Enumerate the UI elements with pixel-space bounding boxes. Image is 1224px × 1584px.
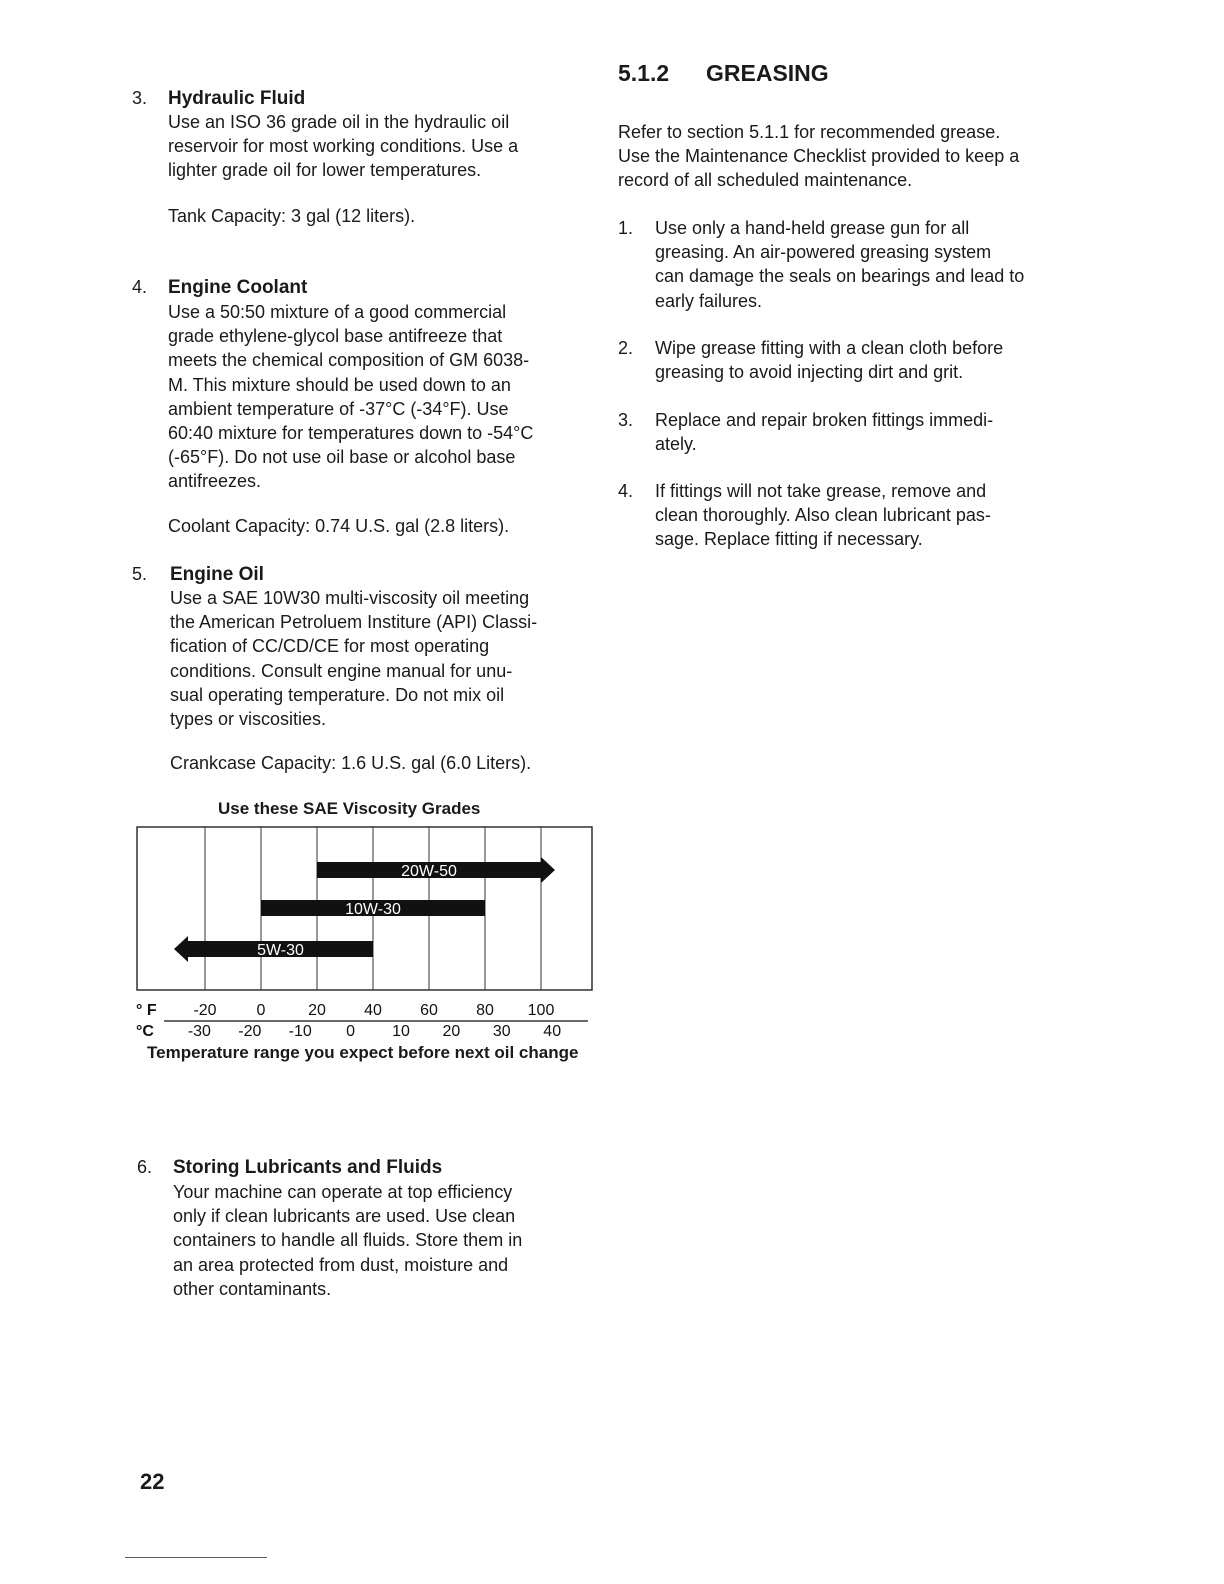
section-intro	[618, 120, 1068, 193]
capacity-text: Coolant Capacity: 0.74 U.S. gal (2.8 liters).	[168, 515, 510, 536]
page-number: 22	[140, 1469, 165, 1494]
item-number: 3.	[132, 88, 148, 108]
step-text	[655, 408, 1075, 456]
section-number: 5.1.2	[618, 60, 670, 86]
c-tick-label: -30	[187, 1023, 211, 1040]
c-tick-label: -10	[288, 1023, 312, 1040]
body-line: Use an ISO 36 grade oil in the hydraulic oil	[168, 112, 510, 132]
body-line: sual operating temperature. Do not mix oil	[170, 684, 505, 705]
c-tick-label: 20	[442, 1023, 461, 1040]
item-number: 5.	[132, 564, 148, 584]
intro-line: Refer to section 5.1.1 for recommended grease.	[618, 122, 1001, 142]
c-tick-label: 10	[392, 1023, 410, 1040]
f-tick-label: 20	[308, 1002, 326, 1019]
body-line: grade ethylene-glycol base antifreeze that	[168, 326, 503, 347]
body-line: (-65°F). Do not use oil base or alcohol base	[168, 447, 516, 468]
item-body	[170, 586, 590, 731]
step-number: 2.	[618, 338, 634, 358]
item-body	[168, 110, 588, 183]
body-line: M. This mixture should be used down to an	[168, 374, 511, 395]
step-line: sage. Replace fitting if necessary.	[655, 529, 923, 550]
intro-line: Use the Maintenance Checklist provided to keep a	[618, 146, 1020, 167]
step-line: Use only a hand-held grease gun for all	[655, 218, 970, 238]
capacity-text: Tank Capacity: 3 gal (12 liters).	[168, 205, 416, 226]
step-text	[655, 479, 1075, 552]
body-line: Use a 50:50 mixture of a good commercial	[168, 302, 507, 322]
viscosity-chart	[136, 826, 606, 1042]
body-line: meets the chemical composition of GM 6038-	[168, 350, 530, 371]
c-tick-label: 0	[346, 1023, 356, 1040]
step-text	[655, 336, 1075, 384]
item-heading: Storing Lubricants and Fluids	[173, 1157, 443, 1178]
c-tick-label: -20	[238, 1023, 262, 1040]
item-number: 6.	[137, 1157, 153, 1177]
body-line: an area protected from dust, moisture and	[173, 1254, 509, 1275]
item-number: 4.	[132, 277, 148, 297]
bar-label: 20W-50	[401, 863, 457, 880]
bar-label: 5W-30	[257, 942, 304, 959]
bar-arrow-right	[541, 857, 555, 883]
f-tick-label: 40	[364, 1002, 382, 1019]
step-number: 3.	[618, 410, 634, 430]
step-line: can damage the seals on bearings and lead to	[655, 266, 1025, 287]
item-heading: Engine Coolant	[168, 277, 308, 298]
step-number: 1.	[618, 218, 634, 238]
body-line: other contaminants.	[173, 1278, 332, 1299]
step-line: greasing to avoid injecting dirt and grit.	[655, 362, 964, 383]
footer-rule	[125, 1557, 267, 1558]
step-line: ately.	[655, 434, 697, 455]
body-line: conditions. Consult engine manual for unu-	[170, 660, 513, 681]
item-heading: Hydraulic Fluid	[168, 88, 306, 109]
body-line: lighter grade oil for lower temperatures.	[168, 160, 482, 181]
f-axis-label: ° F	[136, 1002, 157, 1019]
f-tick-label: 100	[527, 1002, 555, 1019]
f-tick-label: 80	[476, 1002, 494, 1019]
bar-label: 10W-30	[345, 901, 401, 918]
capacity-text: Crankcase Capacity: 1.6 U.S. gal (6.0 Liters).	[170, 753, 532, 774]
f-tick-label: 0	[256, 1002, 266, 1019]
c-tick-label: 40	[543, 1023, 562, 1040]
body-line: types or viscosities.	[170, 709, 327, 730]
chart-title: Use these SAE Viscosity Grades	[218, 799, 481, 818]
item-body	[173, 1180, 593, 1301]
step-line: Replace and repair broken fittings immedi-	[655, 410, 994, 430]
step-line: clean thoroughly. Also clean lubricant pas-	[655, 505, 991, 526]
step-line: early failures.	[655, 290, 763, 311]
body-line: containers to handle all fluids. Store them in	[173, 1230, 523, 1251]
c-tick-label: 30	[492, 1023, 511, 1040]
chart-xlabel: Temperature range you expect before next oil change	[147, 1043, 579, 1062]
body-line: fication of CC/CD/CE for most operating	[170, 636, 490, 657]
item-body	[168, 300, 588, 494]
c-axis-label: °C	[136, 1023, 154, 1040]
body-line: the American Petroluem Institure (API) Classi-	[170, 612, 538, 633]
section-heading	[618, 60, 829, 87]
step-line: If fittings will not take grease, remove and	[655, 481, 987, 501]
bar-arrow-left	[174, 936, 188, 962]
step-text	[655, 216, 1075, 313]
step-number: 4.	[618, 481, 634, 501]
f-tick-label: -20	[193, 1002, 217, 1019]
body-line: antifreezes.	[168, 471, 262, 492]
body-line: only if clean lubricants are used. Use clean	[173, 1206, 516, 1227]
step-line: Wipe grease fitting with a clean cloth before	[655, 338, 1004, 358]
f-tick-label: 60	[420, 1002, 438, 1019]
body-line: Your machine can operate at top efficiency	[173, 1182, 513, 1202]
body-line: ambient temperature of -37°C (-34°F). Use	[168, 398, 509, 419]
body-line: Use a SAE 10W30 multi-viscosity oil meeting	[170, 588, 530, 608]
body-line: reservoir for most working conditions. Use a	[168, 136, 519, 157]
intro-line: record of all scheduled maintenance.	[618, 170, 913, 191]
section-title: GREASING	[706, 60, 829, 86]
item-heading: Engine Oil	[170, 564, 264, 585]
step-line: greasing. An air-powered greasing system	[655, 242, 992, 263]
body-line: 60:40 mixture for temperatures down to -54°C	[168, 423, 534, 444]
